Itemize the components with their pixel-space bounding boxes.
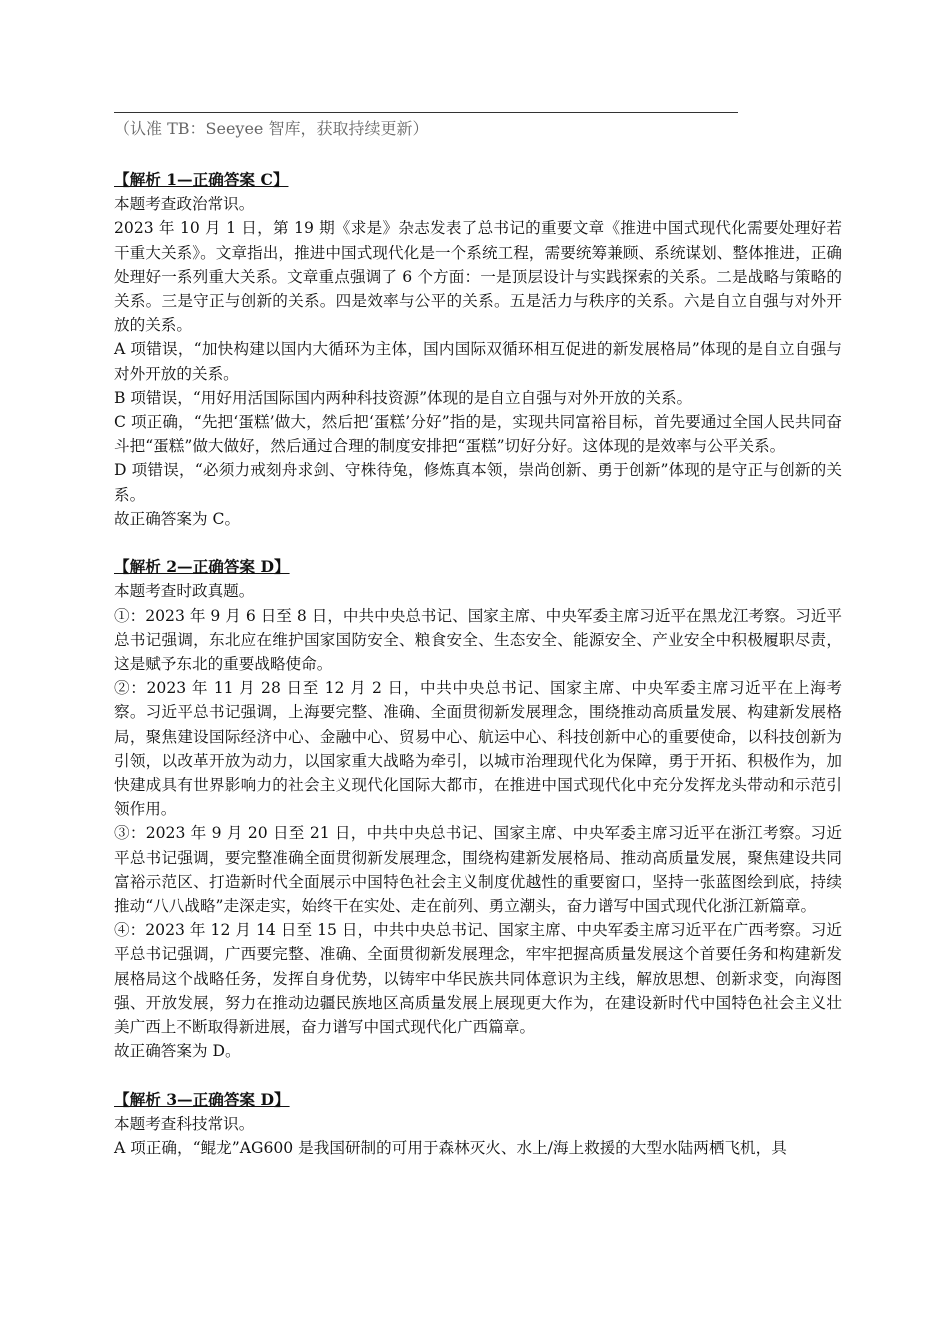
section-title: 【解析 2—正确答案 D】 <box>114 557 290 577</box>
section-title: 【解析 3—正确答案 D】 <box>114 1089 290 1109</box>
header-note: （认准 TB：Seeyee 智库，获取持续更新） <box>114 119 429 138</box>
paragraph: ③：2023 年 9 月 20 日至 21 日，中共中央总书记、国家主席、中央军委主席习近平在浙江考察。习近平总书记强调，要完整准确全面贯彻新发展理念，围绕构建新发展格局、推动高质量发展，聚焦建设共同富裕示范区、打造新时代全面展示中国特色社会主义制度优越性的重要窗口，坚持一张蓝图绘到底，持续推动“八八战略”走深走实，始终干在实处、走在前列、勇立潮头，奋力谱写中国式现代化浙江新篇章。 <box>114 824 842 916</box>
section-title: 【解析 1—正确答案 C】 <box>114 170 289 189</box>
paragraph: ①：2023 年 9 月 6 日至 8 日，中共中央总书记、国家主席、中央军委主席习近平在黑龙江考察。习近平总书记强调，东北应在维护国家国防安全、粮食安全、生态安全、能源安全、产业安全中积极履职尽责，这是赋予东北的重要战略使命。 <box>114 606 842 674</box>
paragraph: C 项正确，“先把‘蛋糕’做大，然后把‘蛋糕’分好”指的是，实现共同富裕目标，首先要通过全国人民共同奋斗把“蛋糕”做大做好，然后通过合理的制度安排把“蛋糕”切好分好。这体现的是效率与公平关系。 <box>114 413 842 456</box>
header-rule <box>114 112 738 113</box>
paragraph: 故正确答案为 D。 <box>114 1042 241 1061</box>
paragraph: 2023 年 10 月 1 日，第 19 期《求是》杂志发表了总书记的重要文章《推进中国式现代化需要处理好若干重大关系》。文章指出，推进中国式现代化是一个系统工程，需要统筹兼顾、系统谋划、整体推进，正确处理好一系列重大关系。文章重点强调了 6 个方面：一是顶层设计与实践探索的关系。二是战略与策略的关系。三是守正与创新的关系。四是效率与公平的关系。五是活力与秩序的关系。六是自立自强与对外开放的关系。 <box>114 219 842 335</box>
paragraph: ②：2023 年 11 月 28 日至 12 月 2 日，中共中央总书记、国家主席、中央军委主席习近平在上海考察。习近平总书记强调，上海要完整、准确、全面贯彻新发展理念，围绕推动高质量发展、构建新发展格局，聚焦建设国际经济中心、金融中心、贸易中心、航运中心、科技创新中心的重要使命，以科技创新为引领，以改革开放为动力，以国家重大战略为牵引，以城市治理现代化为保障，勇于开拓、积极作为，加快建成具有世界影响力的社会主义现代化国际大都市，在推进中国式现代化中充分发挥龙头带动和示范引领作用。 <box>114 679 842 819</box>
answer-section-1 <box>114 168 842 531</box>
paragraph: 本题考查科技常识。 <box>114 1114 255 1133</box>
paragraph: A 项错误，“加快构建以国内大循环为主体，国内国际双循环相互促进的新发展格局”体现的是自立自强与对外开放的关系。 <box>114 340 842 383</box>
answer-section-3 <box>114 1088 842 1161</box>
paragraph: 本题考查时政真题。 <box>114 582 255 601</box>
paragraph: A 项正确，“鲲龙”AG600 是我国研制的可用于森林灭火、水上/海上救援的大型水陆两栖飞机，具 <box>114 1139 787 1158</box>
document-body <box>114 168 842 1184</box>
paragraph: B 项错误，“用好用活国际国内两种科技资源”体现的是自立自强与对外开放的关系。 <box>114 388 693 407</box>
paragraph: ④：2023 年 12 月 14 日至 15 日，中共中央总书记、国家主席、中央军委主席习近平在广西考察。习近平总书记强调，广西要完整、准确、全面贯彻新发展理念，牢牢把握高质量发展这个首要任务和构建新发展格局这个战略任务，发挥自身优势，以铸牢中华民族共同体意识为主线，解放思想、创新求变，向海图强、开放发展，努力在推动边疆民族地区高质量发展上展现更大作为，在建设新时代中国特色社会主义壮美广西上不断取得新进展，奋力谱写中国式现代化广西篇章。 <box>114 921 842 1037</box>
paragraph: D 项错误，“必须力戒刻舟求剑、守株待兔，修炼真本领，崇尚创新、勇于创新”体现的是守正与创新的关系。 <box>114 461 842 504</box>
paragraph: 本题考查政治常识。 <box>114 195 255 214</box>
answer-section-2 <box>114 555 842 1063</box>
paragraph: 故正确答案为 C。 <box>114 509 241 528</box>
